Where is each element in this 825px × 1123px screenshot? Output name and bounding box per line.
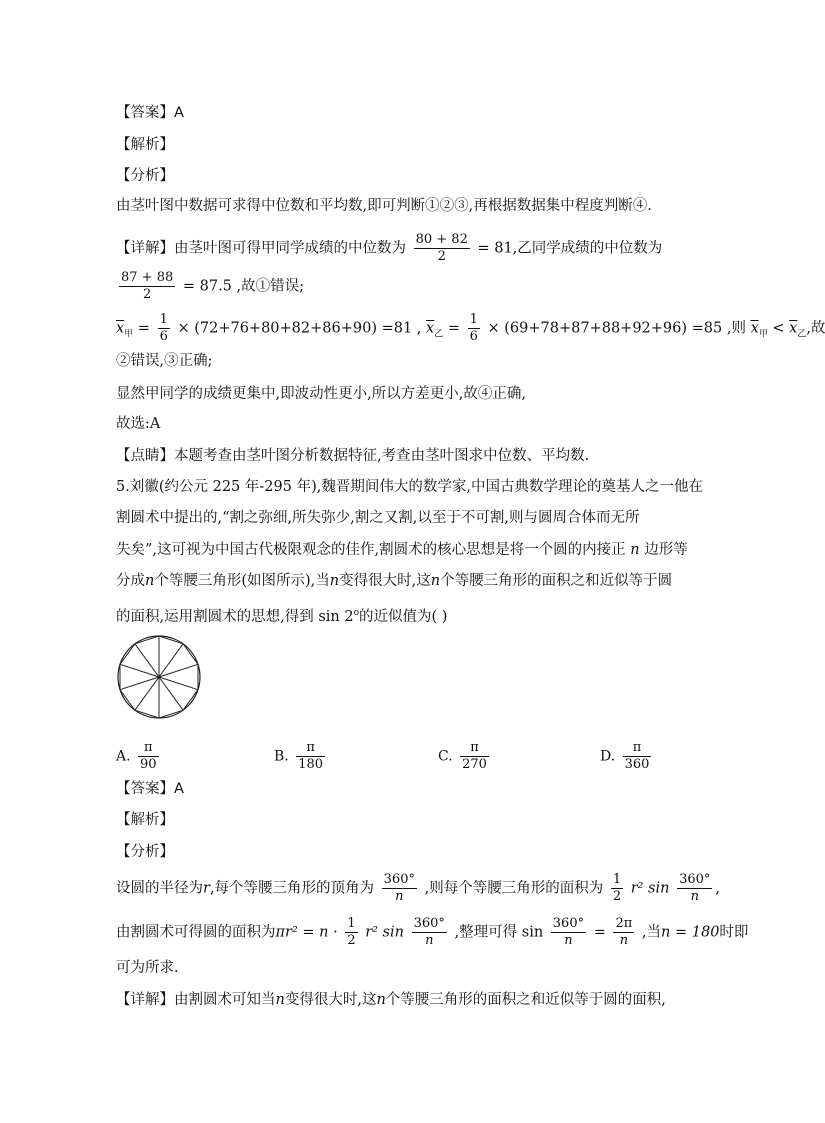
spoke-line xyxy=(135,644,159,677)
spoke-line xyxy=(159,664,198,677)
spoke-line xyxy=(120,677,159,690)
polygon-circle-figure xyxy=(116,634,202,720)
option-a[interactable]: A. $\frac{\pi}{90}$ xyxy=(116,740,157,772)
option-c[interactable]: C. $\frac{\pi}{270}$ xyxy=(438,740,487,772)
question-line-3: 失矣”,这可视为中国古代极限观念的佳作,割圆术的核心思想是将一个圆的内接正 n 边形等 xyxy=(116,542,688,558)
dianjing-text: 【点睛】本题考查由茎叶图分析数据特征,考查由茎叶图求中位数、平均数. xyxy=(116,448,590,464)
solution-line-1: 设圆的半径为r,每个等腰三角形的顶角为 $\frac{360^\circ}{n}$ ,则每个等腰三角形的面积为 $\frac{1}{2}$ r² sin $\frac{360^\circ}{n}$ , xyxy=(116,872,721,904)
detail-line-4: ②错误,③正确; xyxy=(116,353,213,369)
fraction: $\frac{1}{6}$ xyxy=(159,312,168,344)
answer-label: 【答案】A xyxy=(116,105,184,121)
solution-line-3: 可为所求. xyxy=(116,960,179,976)
spoke-line xyxy=(120,664,159,677)
detail-line-1: 【详解】由茎叶图可得甲同学成绩的中位数为 $\frac{80 + 82}{2}$ = 81,乙同学成绩的中位数为 xyxy=(116,232,663,264)
fraction: $\frac{1}{6}$ xyxy=(469,312,478,344)
fenxi-text: 由茎叶图中数据可求得中位数和平均数,即可判断①②③,再根据数据集中程度判断④. xyxy=(116,198,652,214)
fenxi-label: 【分析】 xyxy=(116,168,174,184)
spoke-line xyxy=(159,644,183,677)
fraction: $\frac{87 + 88}{2}$ xyxy=(121,270,174,302)
option-d[interactable]: D. $\frac{\pi}{360}$ xyxy=(600,740,650,772)
spoke-line xyxy=(159,677,198,690)
fraction: $\frac{80 + 82}{2}$ xyxy=(415,232,468,264)
fenxi-label-2: 【分析】 xyxy=(116,844,174,860)
solution-line-4: 【详解】由割圆术可知当n变得很大时,这n个等腰三角形的面积之和近似等于圆的面积, xyxy=(116,992,666,1008)
detail-line-2: $\frac{87 + 88}{2}$ = 87.5 ,故①错误; xyxy=(121,270,305,302)
detail-line-5: 显然甲同学的成绩更集中,即波动性更小,所以方差更小,故④正确, xyxy=(116,386,526,402)
detail-line-3: $\overline{x}_甲$ = $\frac{1}{6}$ × (72+76+80+82+86+90) =81 , $\overline{x}_乙$ = $\frac{1}{6}$ × (69+78+87+88+92+96) =85 ,则 $\overline{x}_甲 < \overline{x}_乙$,故 xyxy=(116,312,825,344)
question-line-1: 5.刘徽(约公元 225 年-295 年),魏晋期间伟大的数学家,中国古典数学理论的奠基人之一他在 xyxy=(116,479,703,495)
question-line-2: 割圆术中提出的,“割之弥细,所失弥少,割之又割,以至于不可割,则与圆周合体而无所 xyxy=(116,510,640,526)
detail-line-6: 故选:A xyxy=(116,416,161,432)
spoke-line xyxy=(159,677,183,710)
analysis-label-2: 【解析】 xyxy=(116,812,174,828)
spoke-line xyxy=(135,677,159,710)
solution-line-2: 由割圆术可得圆的面积为πr² = n · $\frac{1}{2}$ r² sin $\frac{360^\circ}{n}$ ,整理可得 sin $\frac{360^\circ}{n}$ = $\frac{2\pi}{n}$ ,当n = 180时即 xyxy=(116,916,749,948)
analysis-label: 【解析】 xyxy=(116,137,174,153)
option-b[interactable]: B. $\frac{\pi}{180}$ xyxy=(274,740,324,772)
question-line-5: 的面积,运用割圆术的思想,得到 sin 2$^o$的近似值为( ) xyxy=(116,608,448,625)
answer-label-2: 【答案】A xyxy=(116,781,184,797)
question-line-4: 分成n个等腰三角形(如图所示),当n变得很大时,这n个等腰三角形的面积之和近似等于圆 xyxy=(116,573,673,589)
